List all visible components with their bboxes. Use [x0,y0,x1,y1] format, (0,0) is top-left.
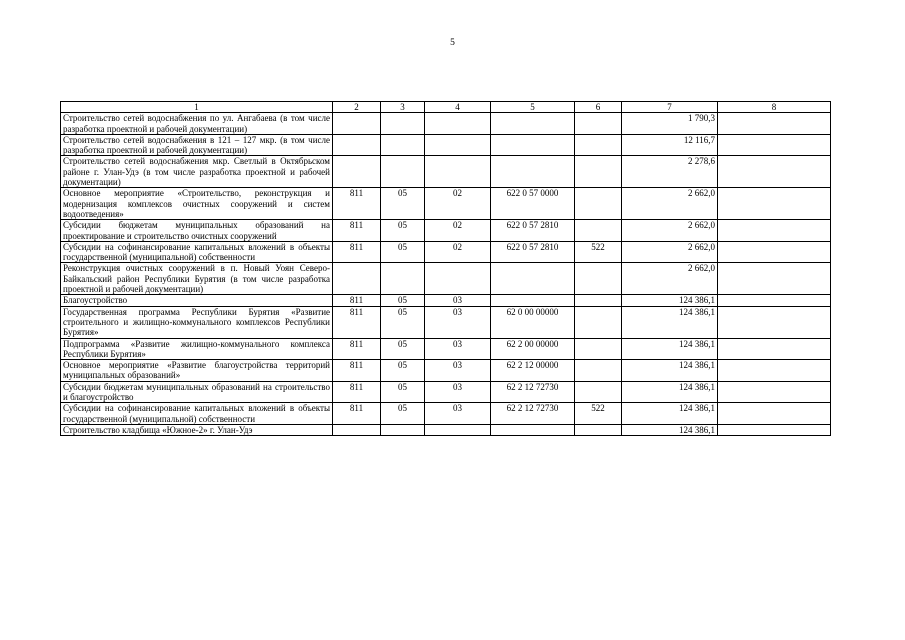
admin-code-cell: 811 [333,403,381,425]
row-name-cell: Государственная программа Республики Бурятия «Развитие строительного и жилищно-коммунального комплексов Республики Бурятия» [61,306,333,338]
section-cell: 05 [381,360,425,382]
section-cell: 05 [381,338,425,360]
extra-cell [718,338,831,360]
column-header-2: 2 [333,102,381,113]
amount-cell: 12 116,7 [622,134,718,156]
budget-table [60,101,831,436]
section-cell: 05 [381,241,425,263]
target-item-cell: 622 0 57 2810 [491,241,575,263]
amount-cell: 2 662,0 [622,188,718,220]
subsection-cell: 03 [425,360,491,382]
table-row [61,403,831,425]
row-name-cell: Строительство сетей водоснабжения мкр. Светлый в Октябрьском районе г. Улан-Удэ (в том числе разработка проектной и рабочей документации) [61,156,333,188]
row-name-cell: Строительство кладбища «Южное-2» г. Улан-Удэ [61,424,333,435]
subsection-cell [425,134,491,156]
admin-code-cell: 811 [333,306,381,338]
column-header-7: 7 [622,102,718,113]
expense-type-cell [575,338,622,360]
row-name-cell: Подпрограмма «Развитие жилищно-коммунального комплекса Республики Бурятия» [61,338,333,360]
expense-type-cell: 522 [575,241,622,263]
target-item-cell [491,424,575,435]
extra-cell [718,156,831,188]
column-header-8: 8 [718,102,831,113]
expense-type-cell [575,360,622,382]
amount-cell: 124 386,1 [622,306,718,338]
subsection-cell: 03 [425,295,491,306]
column-header-5: 5 [491,102,575,113]
row-name-cell: Реконструкция очистных сооружений в п. Новый Уоян Северо-Байкальский район Республики Бурятия (в том числе разработка проектной и рабочей документации) [61,263,333,295]
table-row [61,306,831,338]
header-row [61,102,831,113]
target-item-cell [491,295,575,306]
amount-cell: 124 386,1 [622,381,718,403]
admin-code-cell [333,424,381,435]
expense-type-cell [575,424,622,435]
row-name-cell: Благоустройство [61,295,333,306]
expense-type-cell [575,188,622,220]
target-item-cell [491,113,575,135]
section-cell [381,134,425,156]
extra-cell [718,381,831,403]
row-name-cell: Основное мероприятие «Развитие благоустройства территорий муниципальных образований» [61,360,333,382]
admin-code-cell: 811 [333,360,381,382]
section-cell [381,113,425,135]
table-row [61,295,831,306]
admin-code-cell: 811 [333,295,381,306]
section-cell [381,263,425,295]
table-row [61,156,831,188]
expense-type-cell [575,156,622,188]
row-name-cell: Строительство сетей водоснабжения в 121 – 127 мкр. (в том числе разработка проектной и рабочей документации) [61,134,333,156]
expense-type-cell [575,306,622,338]
admin-code-cell: 811 [333,338,381,360]
column-header-6: 6 [575,102,622,113]
section-cell: 05 [381,381,425,403]
row-name-cell: Основное мероприятие «Строительство, реконструкция и модернизация комплексов очистных сооружений и систем водоотведения» [61,188,333,220]
page-number: 5 [450,38,455,48]
subsection-cell: 03 [425,403,491,425]
section-cell: 05 [381,220,425,242]
extra-cell [718,424,831,435]
table-row [61,338,831,360]
table-body [61,113,831,436]
row-name-cell: Субсидии на софинансирование капитальных вложений в объекты государственной (муниципальной) собственности [61,241,333,263]
subsection-cell [425,156,491,188]
row-name-cell: Субсидии бюджетам муниципальных образований на проектирование и строительство очистных сооружений [61,220,333,242]
subsection-cell [425,424,491,435]
row-name-cell: Строительство сетей водоснабжения по ул. Ангабаева (в том числе разработка проектной и рабочей документации) [61,113,333,135]
table-row [61,134,831,156]
table-row [61,381,831,403]
extra-cell [718,403,831,425]
subsection-cell [425,113,491,135]
expense-type-cell [575,113,622,135]
expense-type-cell [575,381,622,403]
extra-cell [718,360,831,382]
admin-code-cell [333,113,381,135]
section-cell: 05 [381,403,425,425]
table-row [61,241,831,263]
subsection-cell: 03 [425,306,491,338]
subsection-cell: 02 [425,188,491,220]
target-item-cell: 622 0 57 2810 [491,220,575,242]
amount-cell: 124 386,1 [622,295,718,306]
admin-code-cell: 811 [333,220,381,242]
extra-cell [718,134,831,156]
amount-cell: 2 662,0 [622,263,718,295]
amount-cell: 2 662,0 [622,220,718,242]
target-item-cell: 622 0 57 0000 [491,188,575,220]
expense-type-cell [575,263,622,295]
target-item-cell: 62 2 12 72730 [491,403,575,425]
section-cell [381,424,425,435]
table-row [61,263,831,295]
target-item-cell: 62 2 12 72730 [491,381,575,403]
target-item-cell: 62 2 12 00000 [491,360,575,382]
amount-cell: 124 386,1 [622,424,718,435]
target-item-cell [491,156,575,188]
extra-cell [718,188,831,220]
target-item-cell: 62 2 00 00000 [491,338,575,360]
column-header-1: 1 [61,102,333,113]
row-name-cell: Субсидии на софинансирование капитальных вложений в объекты государственной (муниципальной) собственности [61,403,333,425]
table-row [61,220,831,242]
expense-type-cell: 522 [575,403,622,425]
column-header-4: 4 [425,102,491,113]
section-cell [381,156,425,188]
subsection-cell [425,263,491,295]
amount-cell: 124 386,1 [622,338,718,360]
amount-cell: 1 790,3 [622,113,718,135]
extra-cell [718,306,831,338]
row-name-cell: Субсидии бюджетам муниципальных образований на строительство и благоустройство [61,381,333,403]
amount-cell: 2 662,0 [622,241,718,263]
expense-type-cell [575,134,622,156]
admin-code-cell: 811 [333,241,381,263]
subsection-cell: 03 [425,381,491,403]
table-row [61,424,831,435]
section-cell: 05 [381,306,425,338]
extra-cell [718,241,831,263]
amount-cell: 124 386,1 [622,403,718,425]
admin-code-cell: 811 [333,188,381,220]
subsection-cell: 03 [425,338,491,360]
admin-code-cell: 811 [333,381,381,403]
table-row [61,188,831,220]
subsection-cell: 02 [425,220,491,242]
amount-cell: 2 278,6 [622,156,718,188]
section-cell: 05 [381,295,425,306]
target-item-cell [491,134,575,156]
target-item-cell [491,263,575,295]
expense-type-cell [575,220,622,242]
column-header-3: 3 [381,102,425,113]
admin-code-cell [333,263,381,295]
extra-cell [718,113,831,135]
subsection-cell: 02 [425,241,491,263]
extra-cell [718,295,831,306]
extra-cell [718,263,831,295]
amount-cell: 124 386,1 [622,360,718,382]
section-cell: 05 [381,188,425,220]
expense-type-cell [575,295,622,306]
admin-code-cell [333,156,381,188]
extra-cell [718,220,831,242]
admin-code-cell [333,134,381,156]
table-row [61,360,831,382]
table-row [61,113,831,135]
target-item-cell: 62 0 00 00000 [491,306,575,338]
